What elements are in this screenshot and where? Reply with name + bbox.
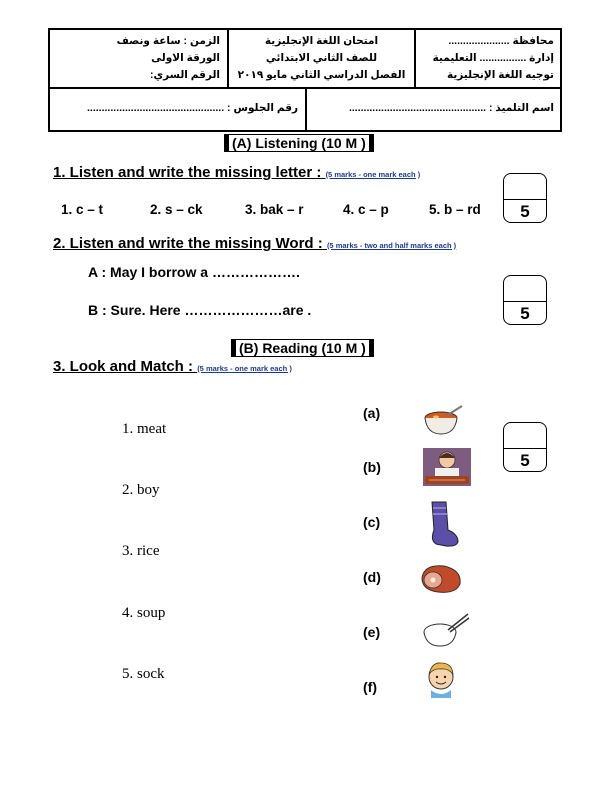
match-letter-a: (a) — [363, 405, 381, 421]
sock-icon — [424, 500, 464, 548]
q1-item-2: 2. s – ck — [150, 202, 203, 217]
paper-label: الورقة الاولى — [151, 52, 220, 64]
meat-icon — [418, 560, 466, 596]
match-word-3: 3. rice — [122, 543, 160, 559]
q2-line-a: A : May I borrow a ………………. — [88, 264, 300, 280]
listening-section-title: (A) Listening (10 M ) — [224, 134, 374, 152]
soup-bowl-icon — [420, 402, 466, 438]
q1-score-box — [503, 173, 547, 223]
time-label: الزمن : ساعة ونصف — [116, 35, 220, 47]
boy-with-meat-icon — [423, 448, 471, 486]
q1-item-3: 3. bak – r — [245, 202, 304, 217]
match-letter-b: (b) — [363, 459, 381, 475]
q3-title: 3. Look and Match : (5 marks - one mark each ) — [53, 358, 292, 375]
q1-item-1: 1. c – t — [61, 202, 104, 217]
grade-label: للصف الثاني الابتدائي — [265, 52, 378, 64]
match-letter-c: (c) — [363, 514, 381, 530]
match-letter-f: (f) — [363, 679, 377, 695]
administration-label: إدارة ................ التعليمية — [432, 52, 554, 64]
rice-bowl-icon — [420, 612, 470, 650]
secret-number-label: الرقم السري: — [150, 69, 220, 81]
q1-title: 1. Listen and write the missing letter : (5 marks - one mark each ) — [53, 164, 421, 181]
match-word-5: 5. sock — [122, 666, 165, 682]
governorate-label: محافظة ..................... — [448, 35, 554, 47]
q2-title: 2. Listen and write the missing Word : (5 marks - two and half marks each ) — [53, 235, 457, 252]
q3-score: 5 — [520, 451, 530, 470]
q3-score-box — [503, 422, 547, 472]
match-word-4: 4. soup — [122, 605, 166, 621]
q1-item-4: 4. c – p — [343, 202, 389, 217]
match-word-2: 2. boy — [122, 482, 160, 498]
seat-number-field[interactable]: رقم الجلوس : ............................................... — [87, 102, 298, 114]
boy-face-icon — [424, 660, 458, 698]
reading-section-title: (B) Reading (10 M ) — [231, 339, 374, 357]
student-name-field[interactable]: اسم التلميذ : ............................................... — [348, 102, 554, 114]
q3-marks-note: (5 marks - one mark each ) — [197, 364, 292, 373]
match-letter-d: (d) — [363, 569, 381, 585]
header-center-cell — [229, 33, 414, 84]
term-label: الفصل الدراسي الثاني مايو ٢٠١٩ — [237, 69, 406, 81]
q1-score: 5 — [520, 202, 530, 221]
match-letter-e: (e) — [363, 624, 381, 640]
q1-item-5: 5. b – rd — [429, 202, 481, 217]
q2-score-box — [503, 275, 547, 325]
q2-marks-note: (5 marks - two and half marks each ) — [326, 241, 457, 250]
exam-header — [48, 28, 562, 132]
q2-line-b: B : Sure. Here …………………are . — [88, 302, 312, 318]
supervision-label: توجيه اللغة الإنجليزية — [446, 69, 554, 81]
header-left-cell — [50, 33, 220, 84]
match-word-1: 1. meat — [122, 421, 167, 437]
header-right-cell — [404, 33, 554, 84]
exam-title: امتحان اللغة الإنجليزية — [264, 35, 379, 47]
q2-score: 5 — [520, 304, 530, 323]
q1-marks-note: (5 marks - one mark each ) — [325, 170, 421, 179]
